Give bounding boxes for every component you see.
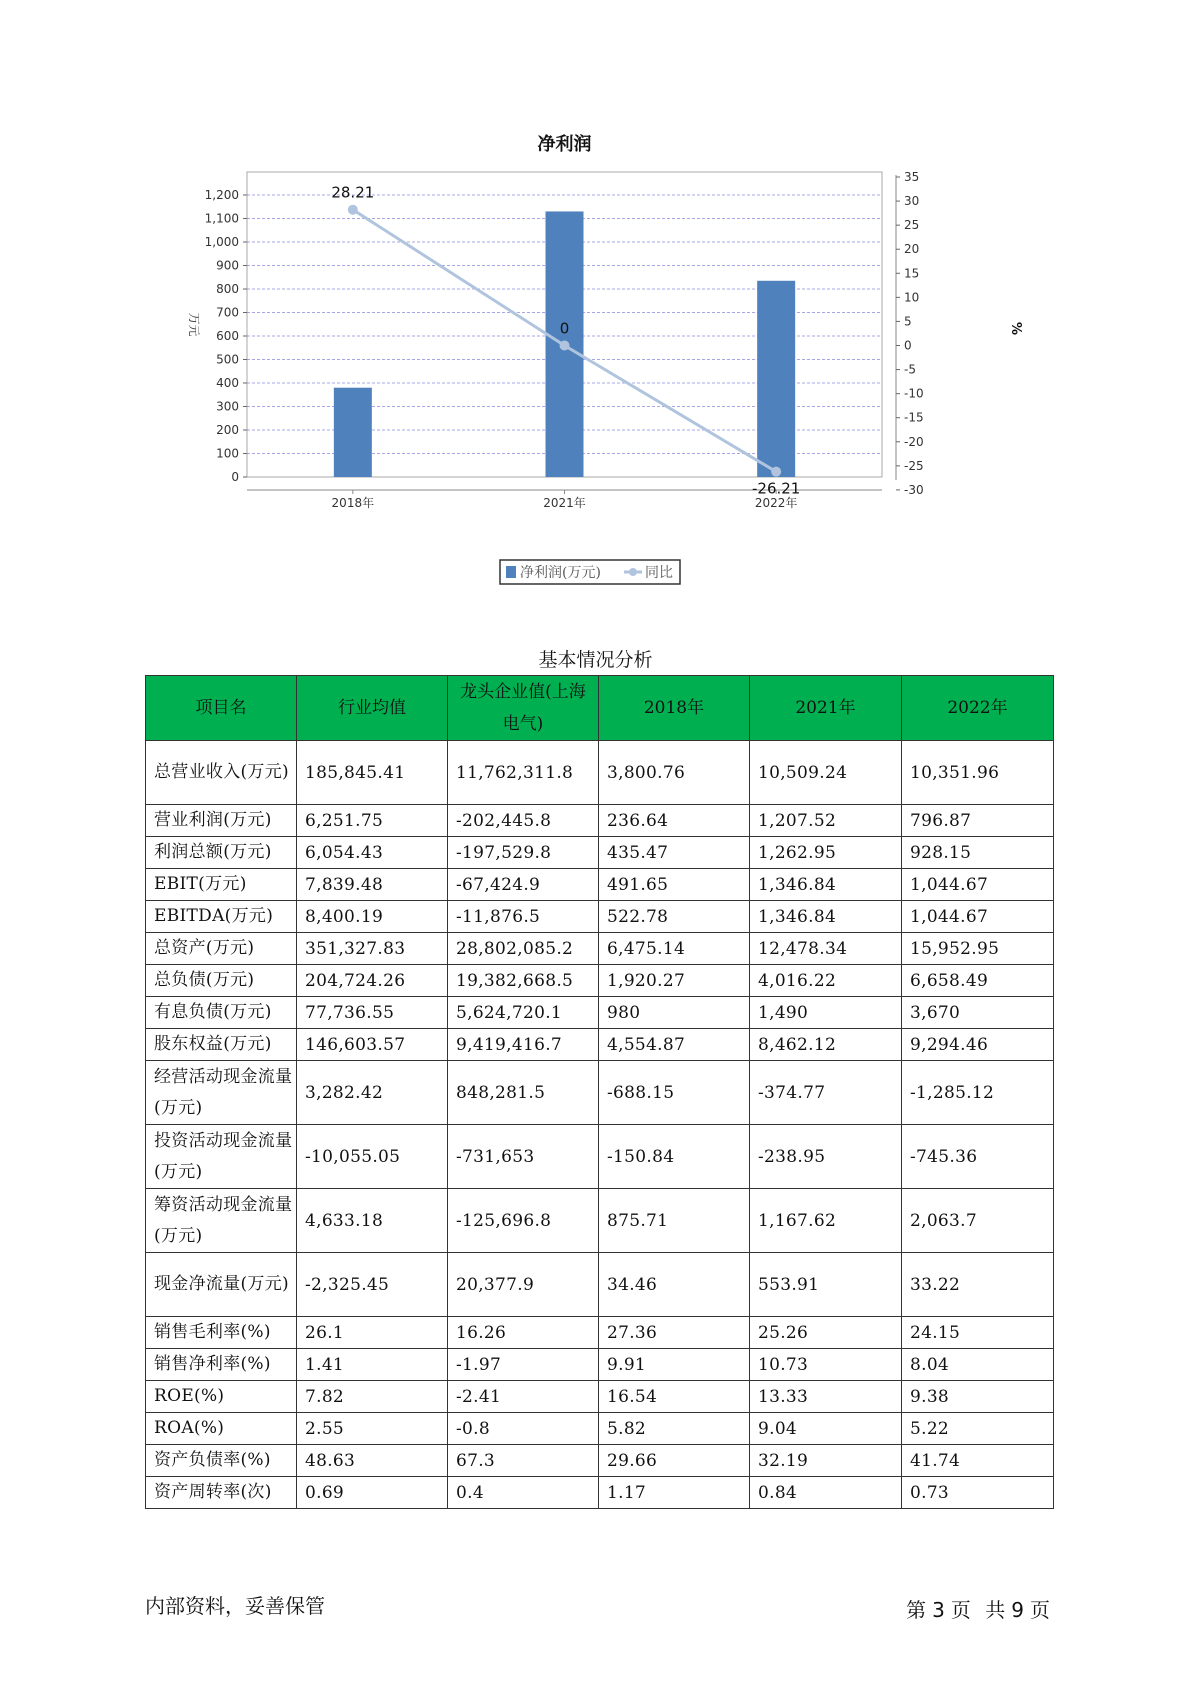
table-cell: 6,658.49 [902, 965, 1054, 997]
table-cell: 1.41 [297, 1349, 448, 1381]
table-cell: 6,054.43 [297, 837, 448, 869]
table-cell: 8,400.19 [297, 901, 448, 933]
total-prefix: 共 [985, 1598, 1006, 1622]
row-label: 现金净流量(万元) [146, 1253, 297, 1317]
table-cell: 6,475.14 [599, 933, 750, 965]
table-cell: 5,624,720.1 [448, 997, 599, 1029]
y-tick-label: 200 [216, 423, 239, 437]
table-cell: 185,845.41 [297, 741, 448, 805]
table-cell: 26.1 [297, 1317, 448, 1349]
page-prefix: 第 [906, 1598, 927, 1622]
table-row [146, 901, 1054, 933]
table-cell: 5.22 [902, 1413, 1054, 1445]
table-cell: 4,633.18 [297, 1189, 448, 1253]
table-row [146, 965, 1054, 997]
header-item-name: 项目名 [146, 676, 297, 741]
y2-tick-label: -15 [904, 410, 924, 425]
table-cell: -374.77 [750, 1061, 902, 1125]
net-profit-chart [160, 125, 1060, 595]
table-row [146, 837, 1054, 869]
bar-net-profit [757, 281, 795, 477]
table-row [146, 1445, 1054, 1477]
table-cell: 1,044.67 [902, 901, 1054, 933]
table-cell: 0.4 [448, 1477, 599, 1509]
row-label: 销售毛利率(%) [146, 1317, 297, 1349]
table-cell: 553.91 [750, 1253, 902, 1317]
table-cell: 9.04 [750, 1413, 902, 1445]
table-cell: -150.84 [599, 1125, 750, 1189]
table-row [146, 1381, 1054, 1413]
table-cell: 435.47 [599, 837, 750, 869]
table-cell: 236.64 [599, 805, 750, 837]
table-cell: 1,346.84 [750, 901, 902, 933]
table-cell: 928.15 [902, 837, 1054, 869]
table-title: 基本情况分析 [538, 649, 653, 671]
table-cell: 351,327.83 [297, 933, 448, 965]
point-yoy [560, 341, 570, 351]
table-cell: -1.97 [448, 1349, 599, 1381]
y2-tick-label: 15 [904, 266, 920, 281]
row-label: 经营活动现金流量(万元) [146, 1061, 297, 1125]
y2-tick-label: -10 [904, 386, 924, 401]
y-tick-label: 400 [216, 376, 239, 390]
table-cell: -202,445.8 [448, 805, 599, 837]
table-cell: 67.3 [448, 1445, 599, 1477]
table-row [146, 1349, 1054, 1381]
table-cell: 7.82 [297, 1381, 448, 1413]
table-cell: 3,670 [902, 997, 1054, 1029]
table-cell: 48.63 [297, 1445, 448, 1477]
table-cell: 3,282.42 [297, 1061, 448, 1125]
table-cell: 12,478.34 [750, 933, 902, 965]
table-row [146, 1189, 1054, 1253]
table-cell: -745.36 [902, 1125, 1054, 1189]
table-cell: 8,462.12 [750, 1029, 902, 1061]
table-cell: -197,529.8 [448, 837, 599, 869]
data-label-yoy: 28.21 [331, 183, 375, 202]
table-cell: 77,736.55 [297, 997, 448, 1029]
table-cell: 4,016.22 [750, 965, 902, 997]
legend-label-bar: 净利润(万元) [520, 565, 601, 581]
row-label: ROE(%) [146, 1381, 297, 1413]
table-row [146, 1317, 1054, 1349]
table-row [146, 1253, 1054, 1317]
total-suffix: 页 [1030, 1598, 1050, 1622]
table-cell: 10,351.96 [902, 741, 1054, 805]
basic-analysis-table [145, 675, 1054, 1509]
row-label: 资产负债率(%) [146, 1445, 297, 1477]
y2-tick-label: 5 [904, 314, 912, 329]
table-cell: 32.19 [750, 1445, 902, 1477]
table-cell: 6,251.75 [297, 805, 448, 837]
y-tick-label: 300 [216, 399, 239, 414]
y-tick-label: 0 [231, 470, 239, 484]
table-cell: 10.73 [750, 1349, 902, 1381]
table-cell: 0.73 [902, 1477, 1054, 1509]
table-cell: 28,802,085.2 [448, 933, 599, 965]
point-yoy [771, 467, 781, 477]
table-cell: 11,762,311.8 [448, 741, 599, 805]
row-label: 总营业收入(万元) [146, 741, 297, 805]
table-row [146, 997, 1054, 1029]
table-cell: -10,055.05 [297, 1125, 448, 1189]
row-label: EBIT(万元) [146, 869, 297, 901]
table-cell: 33.22 [902, 1253, 1054, 1317]
y2-axis-label: % [1008, 321, 1023, 336]
y-tick-label: 500 [216, 352, 239, 367]
y2-tick-label: -30 [904, 482, 924, 497]
table-cell: 4,554.87 [599, 1029, 750, 1061]
y-tick-label: 100 [216, 446, 239, 461]
row-label: ROA(%) [146, 1413, 297, 1445]
table-cell: -2.41 [448, 1381, 599, 1413]
y2-tick-label: -20 [904, 434, 924, 449]
table-cell: 2,063.7 [902, 1189, 1054, 1253]
header-2018: 2018年 [599, 676, 750, 741]
y2-tick-label: 20 [904, 242, 920, 257]
table-cell: 34.46 [599, 1253, 750, 1317]
data-label-yoy: 0 [559, 319, 570, 338]
table-cell: 1,262.95 [750, 837, 902, 869]
table-cell: -0.8 [448, 1413, 599, 1445]
chart-title: 净利润 [537, 134, 592, 155]
table-row [146, 1477, 1054, 1509]
table-cell: 204,724.26 [297, 965, 448, 997]
table-row [146, 1413, 1054, 1445]
total-pages: 9 [1011, 1598, 1024, 1622]
table-cell: 16.26 [448, 1317, 599, 1349]
table-cell: 796.87 [902, 805, 1054, 837]
y-tick-label: 1,200 [204, 188, 239, 202]
x-tick-label: 2021年 [543, 496, 586, 510]
table-cell: 875.71 [599, 1189, 750, 1253]
table-cell: 2.55 [297, 1413, 448, 1445]
header-leader-value: 龙头企业值(上海电气) [448, 676, 599, 741]
table-cell: 1,490 [750, 997, 902, 1029]
x-tick-label: 2018年 [331, 496, 375, 510]
row-label: 利润总额(万元) [146, 837, 297, 869]
table-cell: 25.26 [750, 1317, 902, 1349]
row-label: 股东权益(万元) [146, 1029, 297, 1061]
row-label: 筹资活动现金流量(万元) [146, 1189, 297, 1253]
row-label: 资产周转率(次) [146, 1477, 297, 1509]
table-cell: 491.65 [599, 869, 750, 901]
y2-tick-label: 30 [904, 194, 920, 209]
table-cell: 1,044.67 [902, 869, 1054, 901]
legend-swatch-point [629, 568, 637, 576]
y-tick-label: 1,100 [204, 211, 239, 226]
row-label: 总资产(万元) [146, 933, 297, 965]
table-cell: 9,419,416.7 [448, 1029, 599, 1061]
table-cell: 24.15 [902, 1317, 1054, 1349]
header-2021: 2021年 [750, 676, 902, 741]
row-label: 有息负债(万元) [146, 997, 297, 1029]
table-cell: 7,839.48 [297, 869, 448, 901]
table-cell: 9.38 [902, 1381, 1054, 1413]
table-cell: 1,207.52 [750, 805, 902, 837]
y-tick-label: 600 [216, 329, 239, 343]
table-cell: 1,167.62 [750, 1189, 902, 1253]
table-row [146, 1029, 1054, 1061]
row-label: EBITDA(万元) [146, 901, 297, 933]
table-cell: 20,377.9 [448, 1253, 599, 1317]
table-cell: -125,696.8 [448, 1189, 599, 1253]
table-cell: -238.95 [750, 1125, 902, 1189]
y-tick-label: 900 [216, 258, 239, 273]
header-2022: 2022年 [902, 676, 1054, 741]
chart-svg [160, 125, 1060, 595]
row-label: 营业利润(万元) [146, 805, 297, 837]
table-header-row [146, 676, 1054, 741]
table-cell: 9.91 [599, 1349, 750, 1381]
page-mid: 页 [950, 1598, 971, 1622]
x-tick-label: 2022年 [754, 496, 798, 510]
table-cell: 16.54 [599, 1381, 750, 1413]
table-row [146, 1125, 1054, 1189]
table-cell: 8.04 [902, 1349, 1054, 1381]
table-cell: -2,325.45 [297, 1253, 448, 1317]
table-cell: -1,285.12 [902, 1061, 1054, 1125]
table-cell: 15,952.95 [902, 933, 1054, 965]
table-cell: 29.66 [599, 1445, 750, 1477]
table-cell: 0.69 [297, 1477, 448, 1509]
table-row [146, 741, 1054, 805]
table-cell: 27.36 [599, 1317, 750, 1349]
table-cell: 9,294.46 [902, 1029, 1054, 1061]
point-yoy [348, 205, 358, 215]
data-label-yoy: -26.21 [751, 479, 801, 498]
y2-tick-label: 25 [904, 218, 920, 233]
table-cell: 41.74 [902, 1445, 1054, 1477]
table-cell: 1.17 [599, 1477, 750, 1509]
y2-tick-label: -25 [904, 458, 924, 473]
table-cell: -11,876.5 [448, 901, 599, 933]
table-cell: 19,382,668.5 [448, 965, 599, 997]
footer-confidential: 内部资料，妥善保管 [145, 1594, 325, 1618]
table-cell: 0.84 [750, 1477, 902, 1509]
y2-tick-label: 35 [904, 170, 920, 184]
table-cell: -688.15 [599, 1061, 750, 1125]
row-label: 总负债(万元) [146, 965, 297, 997]
table-cell: 146,603.57 [297, 1029, 448, 1061]
table-cell: 10,509.24 [750, 741, 902, 805]
table-row [146, 933, 1054, 965]
table-row [146, 869, 1054, 901]
y-tick-label: 1,000 [204, 235, 239, 249]
table-body [146, 741, 1054, 1509]
legend-swatch-bar [506, 566, 516, 578]
row-label: 销售净利率(%) [146, 1349, 297, 1381]
table-cell: 3,800.76 [599, 741, 750, 805]
y2-tick-label: 0 [904, 338, 912, 353]
y-axis-label: 万元 [187, 312, 201, 337]
bar-net-profit [334, 388, 372, 477]
legend-label-line: 同比 [645, 565, 673, 581]
table-cell: 5.82 [599, 1413, 750, 1445]
y-tick-label: 800 [216, 282, 239, 296]
y2-tick-label: -5 [904, 362, 916, 377]
table-cell: 13.33 [750, 1381, 902, 1413]
footer-page-info [903, 1594, 1053, 1623]
table-row [146, 805, 1054, 837]
table-cell: 848,281.5 [448, 1061, 599, 1125]
page-number: 3 [932, 1598, 945, 1622]
table-cell: 980 [599, 997, 750, 1029]
table-row [146, 1061, 1054, 1125]
table-cell: -67,424.9 [448, 869, 599, 901]
table-cell: 522.78 [599, 901, 750, 933]
row-label: 投资活动现金流量(万元) [146, 1125, 297, 1189]
table-cell: 1,346.84 [750, 869, 902, 901]
y2-tick-label: 10 [904, 290, 920, 305]
header-industry-avg: 行业均值 [297, 676, 448, 741]
table-cell: -731,653 [448, 1125, 599, 1189]
y-tick-label: 700 [216, 305, 239, 320]
table-cell: 1,920.27 [599, 965, 750, 997]
